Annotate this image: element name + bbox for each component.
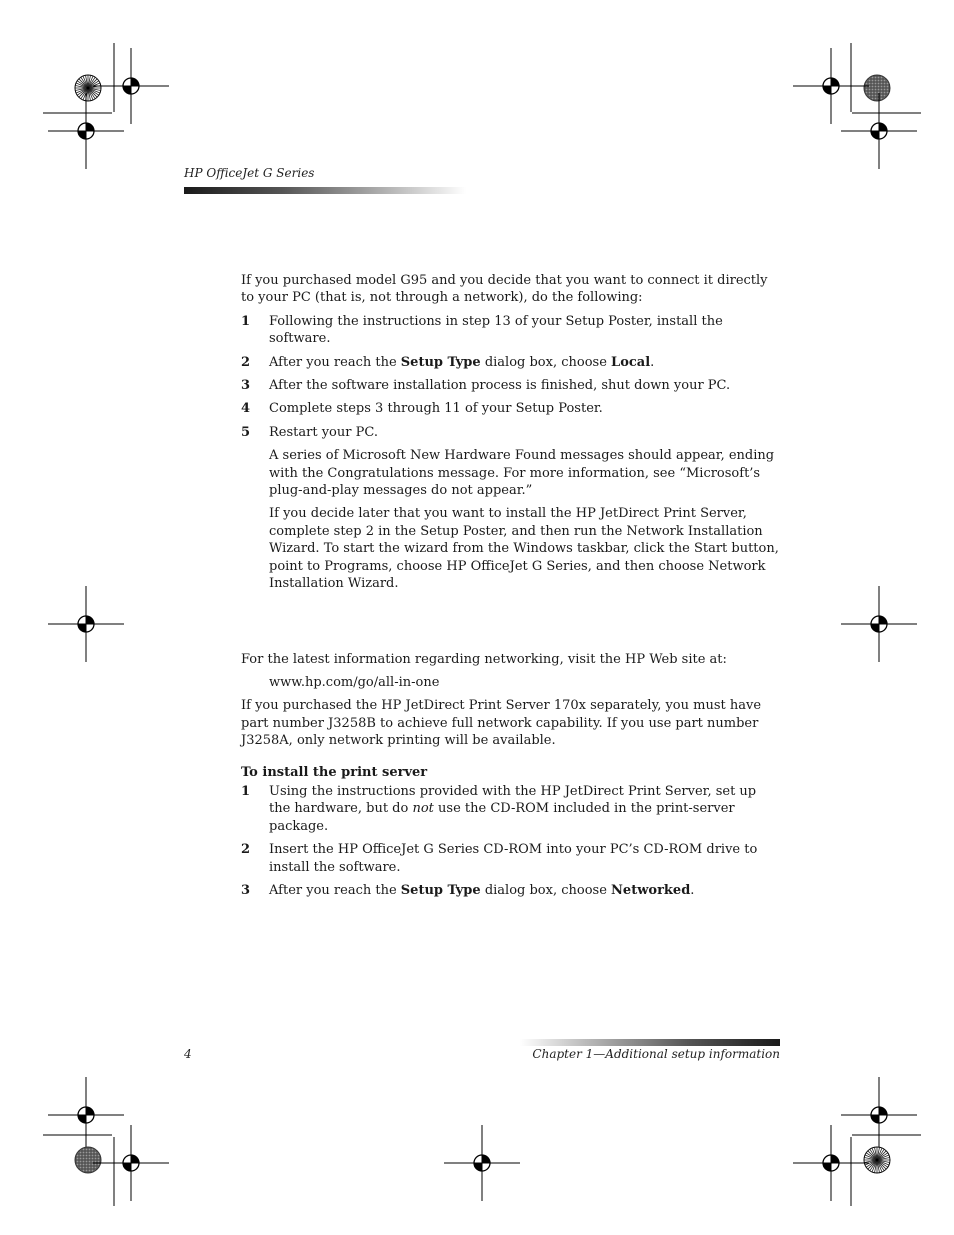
step-text-part: dialog box, choose	[480, 354, 612, 370]
list-item	[241, 400, 781, 417]
step-number: 5	[241, 424, 251, 440]
list-item	[241, 377, 781, 394]
footer-chapter-title: Chapter 1—Additional setup information	[532, 1047, 780, 1061]
list-item	[241, 354, 781, 371]
step-text: After the software installation process is finished, shut down your PC.	[269, 378, 731, 394]
step-text-part: After you reach the	[269, 354, 401, 370]
ui-term-setup-type: Setup Type	[400, 354, 481, 370]
step-text	[269, 883, 694, 898]
step-text-part: After you reach the	[269, 882, 401, 898]
step-number: 1	[241, 313, 251, 329]
step-text: Complete steps 3 through 11 of your Setup Poster.	[269, 401, 603, 417]
step-number: 3	[241, 882, 251, 898]
ui-term-local: Local	[611, 354, 651, 370]
step-number: 2	[241, 354, 251, 370]
section1-note-messages: A series of Microsoft New Hardware Found messages should appear, ending with the Congratulations message. For more information, see “Microsoft’s plug-and-play messages do not appear.”	[269, 448, 775, 499]
step-text: Restart your PC.	[269, 424, 378, 440]
step-text: Insert the HP OfficeJet G Series CD-ROM into your PC’s CD-ROM drive to install the software.	[269, 842, 758, 875]
step-text-part: .	[650, 354, 655, 370]
step-text-part: use the CD-ROM included in the print-server package.	[269, 801, 735, 834]
step-text-part: dialog box, choose	[480, 882, 612, 898]
step-text	[269, 355, 654, 370]
running-header: HP OfficeJet G Series	[184, 166, 315, 180]
footer-gradient-bar	[520, 1039, 780, 1046]
list-item	[241, 841, 781, 876]
section2-steps	[241, 783, 781, 899]
section2-intro: For the latest information regarding networking, visit the HP Web site at:	[241, 651, 727, 667]
page-content	[241, 272, 781, 905]
step-number: 1	[241, 783, 251, 799]
header-gradient-bar	[184, 187, 466, 194]
section1-intro: If you purchased model G95 and you decide that you want to connect it directly to your PC (that is, not through a network), do the following:	[241, 273, 768, 306]
hp-web-url: www.hp.com/go/all-in-one	[269, 674, 440, 690]
step-text-part: .	[690, 882, 695, 898]
step-number: 2	[241, 842, 251, 858]
step-number: 4	[241, 401, 251, 417]
ui-term-networked: Networked	[611, 882, 691, 898]
procedure-title: To install the print server	[241, 764, 428, 780]
page-number: 4	[184, 1047, 192, 1061]
step-number: 3	[241, 378, 251, 394]
section2-part-number-para: If you purchased the HP JetDirect Print Server 170x separately, you must have part number J3258B to achieve full network capability. If you use part number J3258A, only network printing will be available.	[241, 698, 762, 749]
section1-note-jetdirect: If you decide later that you want to install the HP JetDirect Print Server, complete step 2 in the Setup Poster, and then run the Network Installation Wizard. To start the wizard from the Windows taskbar, click the Start button, point to Programs, choose HP OfficeJet G Series, and then choose Network Installation Wizard.	[269, 506, 779, 592]
emphasis-not: not	[412, 801, 434, 817]
list-item	[241, 783, 781, 835]
section1-steps	[241, 313, 781, 441]
step-text	[269, 784, 756, 834]
list-item	[241, 882, 781, 899]
step-text-part: Using the instructions provided with the HP JetDirect Print Server, set up the hardware, but do	[269, 783, 757, 817]
ui-term-setup-type: Setup Type	[400, 882, 481, 898]
section-gap	[241, 599, 781, 651]
list-item	[241, 313, 781, 348]
step-text: Following the instructions in step 13 of your Setup Poster, install the software.	[269, 313, 723, 347]
list-item	[241, 424, 781, 441]
